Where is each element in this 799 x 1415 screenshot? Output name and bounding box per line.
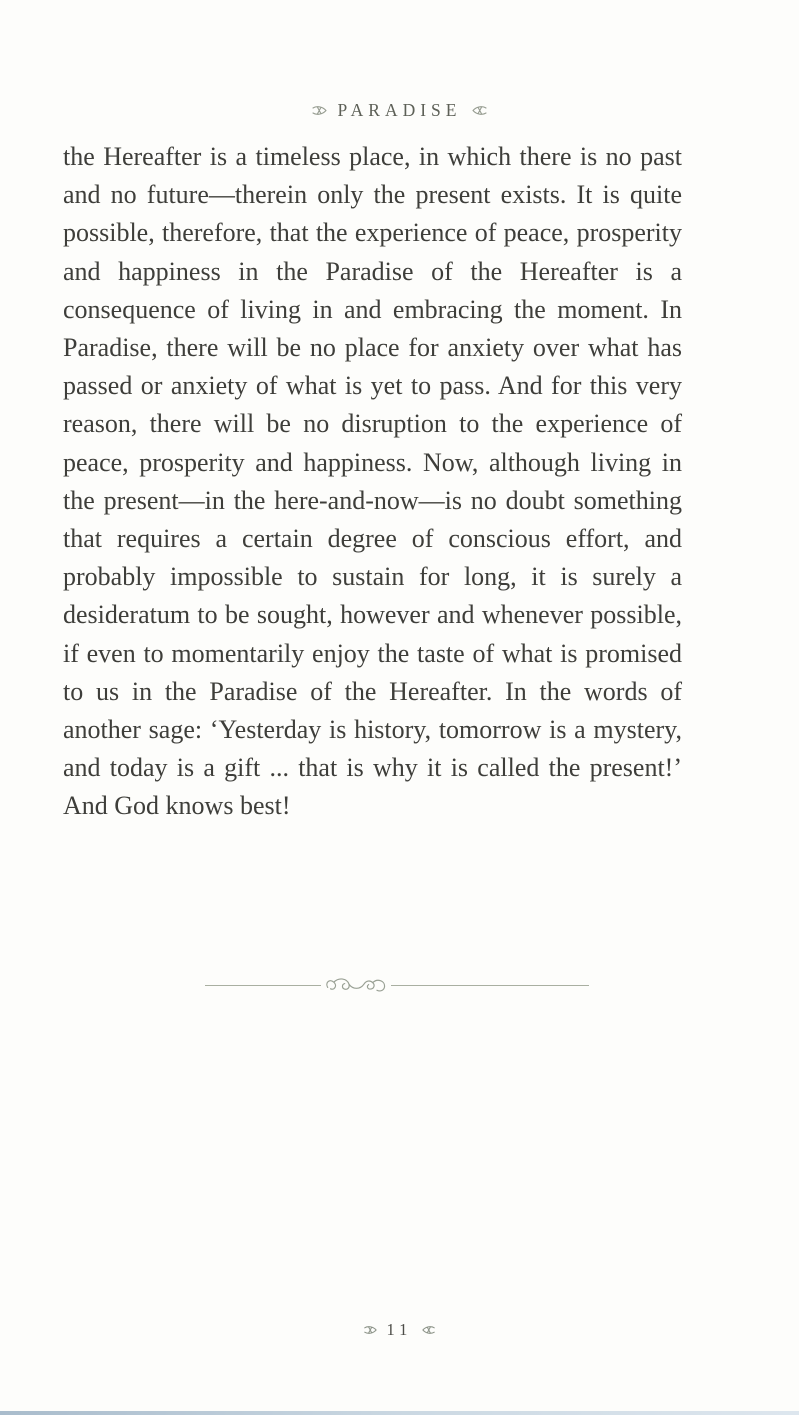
divider-rule-right xyxy=(391,985,589,986)
scroll-ornament-icon xyxy=(323,975,389,996)
divider-rule-left xyxy=(205,985,321,986)
scan-edge-artifact xyxy=(0,1411,799,1415)
running-header xyxy=(0,100,799,121)
fleuron-left-icon xyxy=(363,1325,377,1335)
page-number: 11 xyxy=(386,1320,413,1339)
page-footer xyxy=(0,1320,799,1340)
fleuron-left-icon xyxy=(311,105,327,116)
section-divider xyxy=(205,974,589,996)
fleuron-right-icon xyxy=(422,1325,436,1335)
fleuron-right-icon xyxy=(472,105,488,116)
running-header-title: PARADISE xyxy=(337,100,462,120)
body-paragraph: the Hereafter is a timeless place, in which there is no past and no future—therein only the present exists. It is quite possible, therefore, that the experience of peace, prosperity and happiness in the Paradise of the Hereafter is a consequence of living in and embracing the moment. In Paradise, there will be no place for anxiety over what has passed or anxiety of what is yet to pass. And for this very reason, there will be no disruption to the experience of peace, prosperity and happiness. Now, although living in the present—in the here-and-now—is no doubt something that requires a certain degree of conscious effort, and probably impossible to sustain for long, it is surely a desideratum to be sought, however and whenever possible, if even to momentarily enjoy the taste of what is promised to us in the Paradise of the Hereafter. In the words of another sage: ‘Yesterday is history, tomorrow is a mystery, and today is a gift ... that is why it is called the present!’ And God knows best! xyxy=(63,142,682,821)
